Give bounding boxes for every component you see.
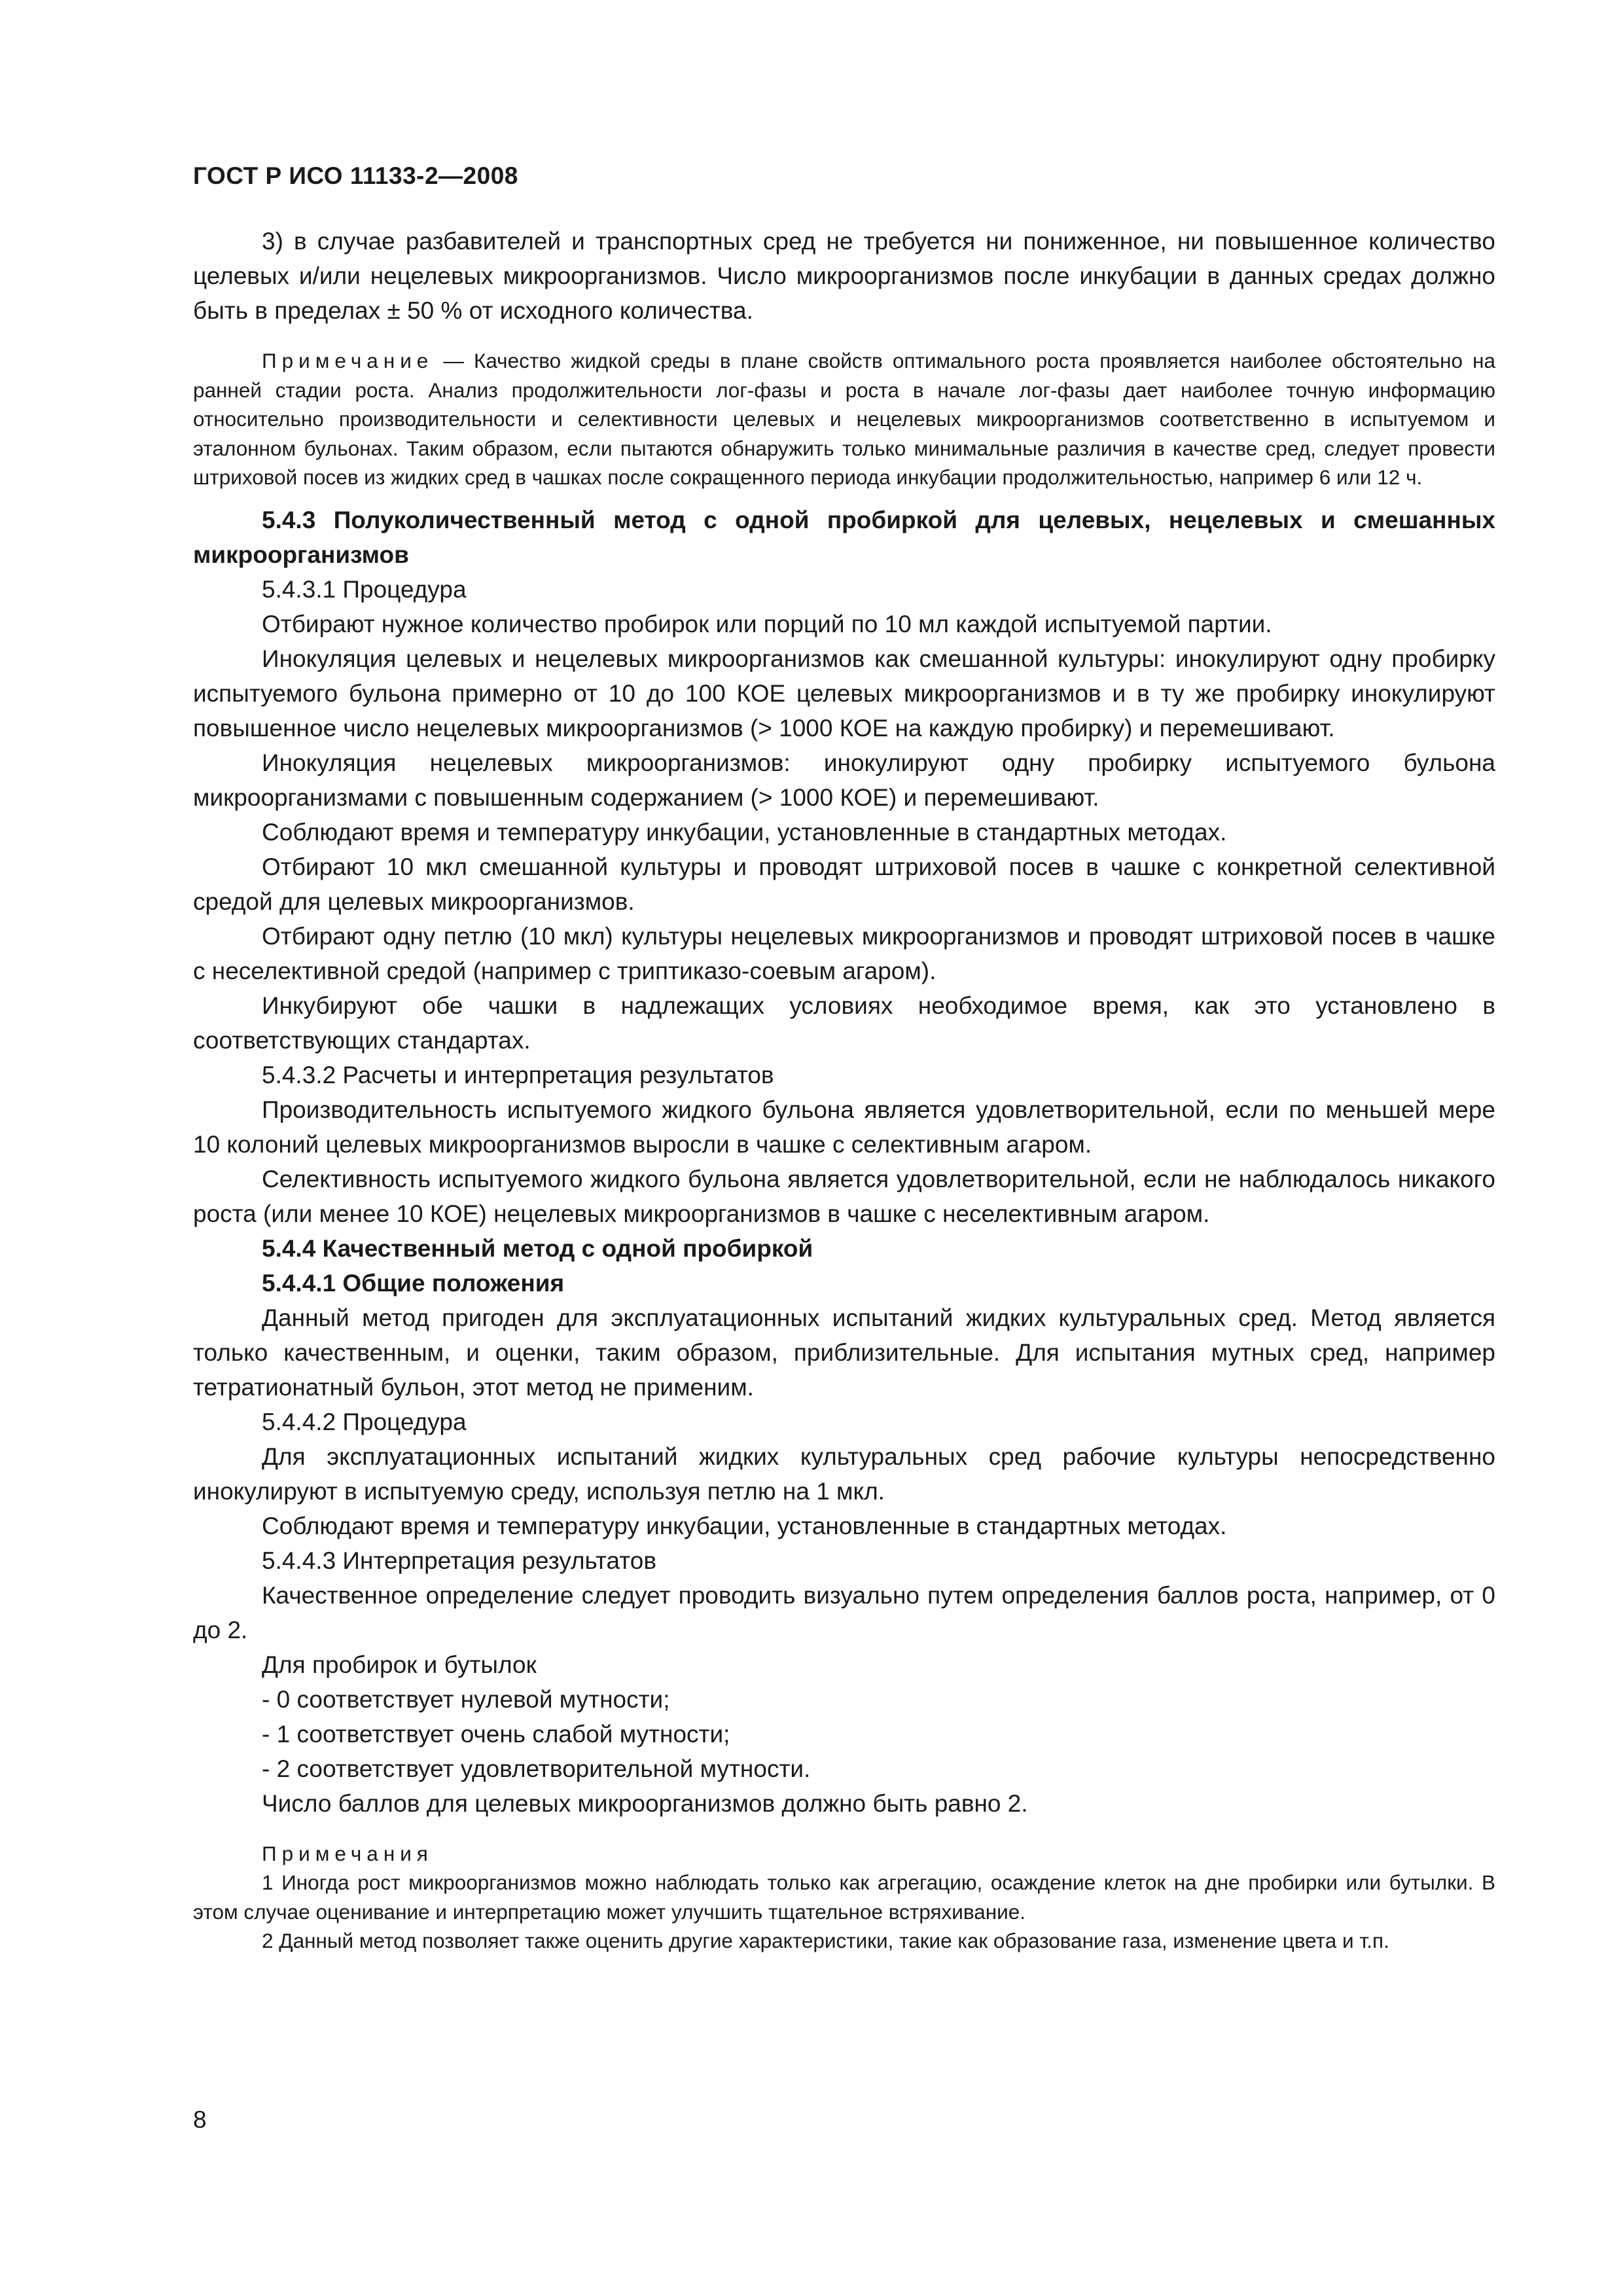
section-5-4-4-1-paragraph: Данный метод пригоден для эксплуатационных испытаний жидких культуральных сред. Метод является только качественным, и оценки, таким образом, приблизительные. Для испытания мутных сред, например тетратионатный бульон, этот метод не применим. <box>193 1304 1495 1401</box>
section-5-4-3-2-title: 5.4.3.2 Расчеты и интерпретация результатов <box>262 1061 774 1088</box>
note-paragraph <box>193 346 1495 492</box>
section-5-4-4-2-paragraph: Соблюдают время и температуру инкубации, установленные в стандартных методах. <box>262 1512 1227 1539</box>
note-text: — Качество жидкой среды в плане свойств оптимального роста проявляется наиболее обстоятельно на ранней стадии роста. Анализ продолжительности лог-фазы и роста в начале лог-фазы дает наиболее точную информацию относительно производительности и селективности целевых и нецелевых микроорганизмов соответственно в испытуемом и эталонном бульонах. Таким образом, если пытаются обнаружить только минимальные различия в качестве сред, следует провести штриховой посев из жидких сред в чашках после сокращенного периода инкубации продолжительностью, например 6 или 12 ч. <box>193 349 1495 489</box>
note-label: Примечание <box>262 349 434 372</box>
section-5-4-3-1-paragraph: Соблюдают время и температуру инкубации, установленные в стандартных методах. <box>262 818 1227 846</box>
section-5-4-3-1-paragraph: Отбирают 10 мкл смешанной культуры и проводят штриховой посев в чашке с конкретной селективной средой для целевых микроорганизмов. <box>193 853 1495 915</box>
note-item: 1 Иногда рост микроорганизмов можно наблюдать только как агрегацию, осаждение клеток на дне пробирки или бутылки. В этом случае оценивание и интерпретацию может улучшить тщательное встряхивание. <box>193 1871 1495 1924</box>
note-item: 2 Данный метод позволяет также оценить другие характеристики, такие как образование газа, изменение цвета и т.п. <box>262 1929 1389 1952</box>
section-5-4-4-3-paragraph: Качественное определение следует проводить визуально путем определения баллов роста, например, от 0 до 2. <box>193 1581 1495 1643</box>
section-5-4-4-3-paragraph: Число баллов для целевых микроорганизмов должно быть равно 2. <box>262 1789 1028 1817</box>
section-5-4-4-3-title: 5.4.4.3 Интерпретация результатов <box>262 1547 657 1574</box>
section-5-4-3-1-paragraph: Инкубируют обе чашки в надлежащих условиях необходимое время, как это установлено в соответствующих стандартах. <box>193 992 1495 1054</box>
page-content <box>193 224 1495 1956</box>
section-5-4-3-1-paragraph: Отбирают одну петлю (10 мкл) культуры нецелевых микроорганизмов и проводят штриховой посев в чашке с неселективной средой (например с триптиказо-соевым агаром). <box>193 922 1495 984</box>
section-5-4-4-title: 5.4.4 Качественный метод с одной пробиркой <box>262 1234 813 1262</box>
list-item: - 0 соответствует нулевой мутности; <box>262 1685 670 1713</box>
section-5-4-4-1-title: 5.4.4.1 Общие положения <box>262 1269 565 1297</box>
paragraph-item-3: 3) в случае разбавителей и транспортных сред не требуется ни пониженное, ни повышенное количество целевых и/или нецелевых микроорганизмов. Число микроорганизмов после инкубации в данных средах должно быть в пределах ± 50 % от исходного количества. <box>193 228 1495 324</box>
page-header: ГОСТ Р ИСО 11133-2—2008 <box>193 162 518 189</box>
section-5-4-3-title: 5.4.3 Полуколичественный метод с одной пробиркой для целевых, нецелевых и смешанных микроорганизмов <box>193 506 1495 568</box>
page-number: 8 <box>193 2106 207 2133</box>
section-5-4-4-2-title: 5.4.4.2 Процедура <box>262 1408 467 1435</box>
section-5-4-3-1-paragraph: Инокуляция нецелевых микроорганизмов: инокулируют одну пробирку испытуемого бульона микроорганизмами с повышенным содержанием (> 1000 КОЕ) и перемешивают. <box>193 749 1495 811</box>
section-5-4-3-1-paragraph: Отбирают нужное количество пробирок или порций по 10 мл каждой испытуемой партии. <box>262 610 1272 637</box>
section-5-4-4-3-paragraph: Для пробирок и бутылок <box>262 1651 537 1678</box>
list-item: - 1 соответствует очень слабой мутности; <box>262 1720 730 1748</box>
section-5-4-3-1-paragraph: Инокуляция целевых и нецелевых микроорганизмов как смешанной культуры: инокулируют одну пробирку испытуемого бульона примерно от 10 до 100 КОЕ целевых микроорганизмов и в ту же пробирку инокулируют повышенное число нецелевых микроорганизмов (> 1000 КОЕ на каждую пробирку) и перемешивают. <box>193 645 1495 742</box>
list-item: - 2 соответствует удовлетворительной мутности. <box>262 1755 811 1782</box>
section-5-4-3-2-paragraph: Селективность испытуемого жидкого бульона является удовлетворительной, если не наблюдалось никакого роста (или менее 10 КОЕ) нецелевых микроорганизмов в чашке с неселективным агаром. <box>193 1165 1495 1227</box>
section-5-4-3-1-title: 5.4.3.1 Процедура <box>262 575 467 603</box>
section-5-4-3-2-paragraph: Производительность испытуемого жидкого бульона является удовлетворительной, если по меньшей мере 10 колоний целевых микроорганизмов выросли в чашке с селективным агаром. <box>193 1096 1495 1158</box>
notes-title: Примечания <box>262 1841 433 1865</box>
section-5-4-4-2-paragraph: Для эксплуатационных испытаний жидких культуральных сред рабочие культуры непосредственно инокулируют в испытуемую среду, используя петлю на 1 мкл. <box>193 1443 1495 1505</box>
